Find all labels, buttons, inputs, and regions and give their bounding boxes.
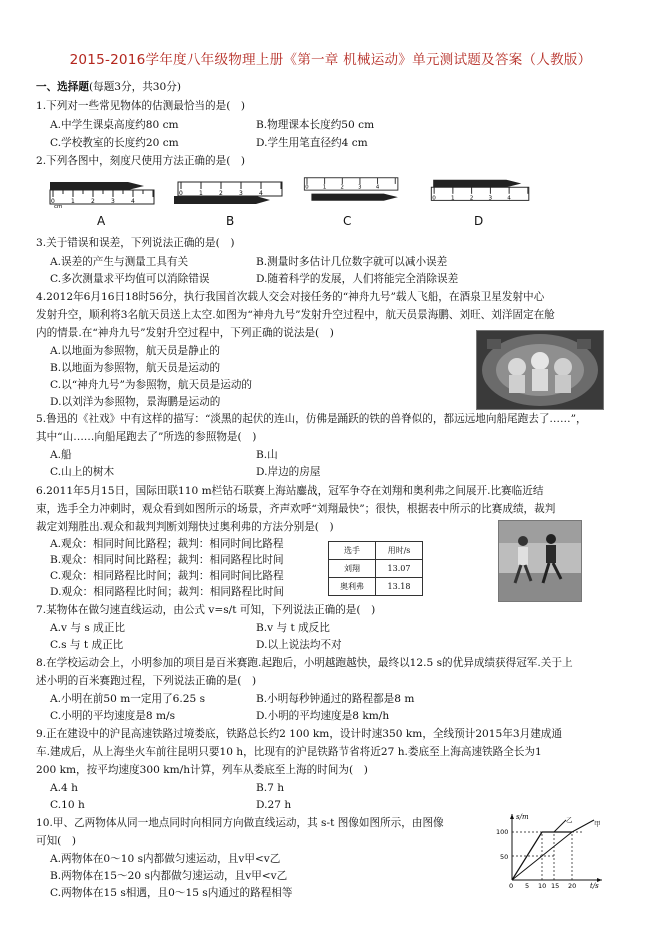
graph-x-label: t/s	[590, 882, 599, 890]
q3-stem: 3.关于错误和误差，下列说法正确的是( )	[36, 237, 235, 249]
q6-line: 束，选手全力冲刺时，观众看到如图所示的场景，齐声欢呼“刘翔最快”；很快，根据表中所示的比赛成绩，裁判	[36, 503, 556, 515]
ruler-label-a: A	[97, 214, 106, 228]
svg-text:3: 3	[488, 195, 493, 202]
svg-text:1: 1	[451, 195, 455, 202]
ruler-tick-label: 2	[91, 198, 95, 205]
q3-option-c: C.多次测量求平均值可以消除错误	[50, 273, 210, 285]
q9-line: 200 km，按平均速度300 km/h计算，列车从娄底至上海的时间为( )	[36, 764, 368, 776]
q1-option-c: C.学校教室的长度约20 cm	[50, 137, 179, 149]
q9-line: 车.建成后，从上海坐火车前往昆明只要10 h，比现有的沪昆铁路节省将近27 h.娄底至上海高速铁路全长为1	[36, 746, 542, 758]
q4-option-d: D.以刘洋为参照物，景海鹏是运动的	[50, 396, 221, 408]
svg-text:1: 1	[322, 184, 327, 191]
svg-text:0: 0	[305, 184, 309, 191]
ruler-tick-label: 3	[111, 198, 115, 205]
svg-text:2: 2	[469, 195, 474, 202]
q4-line: 内的情景.在“神舟九号”发射升空过程中，下列正确的说法是( )	[36, 327, 334, 339]
graph-y-tick: 100	[496, 828, 509, 836]
pencil-shape	[311, 194, 397, 201]
svg-text:0: 0	[432, 195, 436, 202]
q1-option-a: A.中学生课桌高度约80 cm	[50, 119, 179, 131]
ruler-label-d: D	[474, 214, 484, 228]
svg-text:3: 3	[358, 184, 362, 191]
graph-y-tick: 50	[500, 853, 509, 861]
q4-option-a: A.以地面为参照物，航天员是静止的	[50, 345, 220, 357]
q8-option-d: D.小明的平均速度是8 km/h	[256, 710, 390, 722]
graph-x-tick: 20	[568, 882, 577, 890]
q5-option-d: D.岸边的房屋	[256, 466, 321, 478]
section-label: 一、选择题	[36, 81, 89, 93]
q6-option-d: D.观众：相同路程比时间；裁判：相同路程比时间	[50, 586, 284, 598]
q9-option-a: A.4 h	[50, 782, 78, 794]
q7-option-c: C.s 与 t 成正比	[50, 639, 124, 651]
q3-option-d: D.随着科学的发展，人们将能完全消除误差	[256, 273, 459, 285]
spacecraft-cabin-photo	[476, 330, 604, 410]
q10-option-b: B.两物体在15～20 s内都做匀速运动，且v甲<v乙	[50, 870, 288, 882]
q4-line: 4.2012年6月16日18时56分，执行我国首次载人交会对接任务的“神舟九号”载人飞船，在酒泉卫星发射中心	[36, 291, 545, 303]
q6-option-a: A.观众：相同时间比路程；裁判：相同时间比路程	[50, 538, 284, 550]
ruler-tick-label: 4	[131, 198, 135, 205]
table-cell: 刘翔	[329, 560, 376, 578]
q4-line: 发射升空，顺利将3名航天员送上太空.如图为“神舟九号”发射升空过程中，航天员景海鹏、刘旺、刘洋固定在舱	[36, 309, 555, 321]
q6-results-table	[328, 541, 423, 596]
q3-option-b: B.测量时多估计几位数字就可以减小误差	[256, 256, 448, 268]
q5-option-c: C.山上的树木	[50, 466, 115, 478]
table-header-cell: 选手	[329, 542, 376, 560]
section-note: (每题3分，共30分)	[88, 81, 182, 93]
svg-text:2: 2	[340, 184, 344, 191]
graph-jia-label: 甲	[594, 820, 601, 828]
q8-option-b: B.小明每秒钟通过的路程都是8 m	[256, 693, 415, 705]
svg-text:4: 4	[259, 190, 263, 197]
q6-option-c: C.观众：相同路程比时间；裁判：相同时间比路程	[50, 570, 284, 582]
ruler-tick-label: 0	[51, 198, 55, 205]
q10-line: 10.甲、乙两物体从同一地点同时向相同方向做直线运动，其 s-t 图像如图所示，由图像	[36, 817, 444, 829]
q7-option-d: D.以上说法均不对	[256, 639, 342, 651]
q2-stem: 2.下列各图中，刻度尺使用方法正确的是( )	[36, 155, 246, 167]
line-jia-flat	[572, 820, 594, 832]
pencil-shape	[433, 180, 521, 188]
graph-x-tick: 15	[551, 882, 560, 890]
q9-option-d: D.27 h	[256, 799, 292, 811]
ruler-label-b: B	[226, 214, 235, 228]
q10-option-c: C.两物体在15 s相遇，且0～15 s内通过的路程相等	[50, 887, 293, 899]
q1-option-d: D.学生用笔直径约4 cm	[256, 137, 368, 149]
table-row	[329, 578, 423, 596]
q5-line: 其中“山……向船尾跑去了”所选的参照物是( )	[36, 431, 257, 443]
q6-line: 6.2011年5月15日，国际田联110 m栏钻石联赛上海站鏖战，冠军争夺在刘翔和奥利弗之间展开.比赛临近结	[36, 485, 544, 497]
pencil-shape	[50, 182, 144, 190]
svg-text:0: 0	[179, 190, 183, 197]
q8-line: 述小明的百米赛跑过程，下列说法正确的是( )	[36, 675, 257, 687]
q9-option-b: B.7 h	[256, 782, 285, 794]
graph-yi-label: 乙	[566, 816, 573, 824]
graph-x-tick: 5	[525, 882, 530, 890]
q10-option-a: A.两物体在0～10 s内都做匀速运动，且v甲<v乙	[50, 853, 281, 865]
q6-line: 裁定刘翔胜出.观众和裁判判断刘翔快过奥利弗的方法分别是( )	[36, 521, 334, 533]
svg-text:2: 2	[219, 190, 223, 197]
q4-option-b: B.以地面为参照物，航天员是运动的	[50, 362, 221, 374]
document-title: 2015-2016学年度八年级物理上册《第一章 机械运动》单元测试题及答案（人教版）	[69, 52, 592, 68]
graph-y-label: s/m	[516, 813, 529, 821]
ruler-figure-a	[48, 178, 158, 208]
svg-text:4: 4	[507, 195, 511, 202]
hurdle-race-photo	[498, 520, 582, 602]
ruler-label-c: C	[343, 214, 352, 228]
q3-option-a: A.误差的产生与测量工具有关	[50, 256, 189, 268]
table-header-cell: 用时/s	[376, 542, 423, 560]
q5-option-b: B.山	[256, 449, 278, 461]
q9-option-c: C.10 h	[50, 799, 85, 811]
ruler-figure-c	[296, 176, 408, 206]
q5-option-a: A.船	[50, 449, 72, 461]
q6-option-b: B.观众：相同时间比路程；裁判：相同路程比时间	[50, 554, 284, 566]
table-row	[329, 560, 423, 578]
q8-line: 8.在学校运动会上，小明参加的项目是百米赛跑.起跑后，小明越跑越快，最终以12.5 s的优异成绩获得冠军.关于上	[36, 657, 573, 669]
ruler-tick-label: 1	[71, 198, 75, 205]
table-cell: 13.18	[376, 578, 423, 596]
q8-option-a: A.小明在前50 m一定用了6.25 s	[50, 693, 206, 705]
table-header-row	[329, 542, 423, 560]
ruler-unit: cm	[54, 204, 63, 208]
svg-text:1: 1	[199, 190, 203, 197]
ruler-figure-b	[172, 178, 284, 208]
q1-option-b: B.物理课本长度约50 cm	[256, 119, 375, 131]
ruler-figure-d	[426, 176, 536, 206]
table-cell: 13.07	[376, 560, 423, 578]
q7-stem: 7.某物体在做匀速直线运动，由公式 v=s/t 可知，下列说法正确的是( )	[36, 604, 376, 616]
q7-option-a: A.v 与 s 成正比	[50, 622, 125, 634]
q9-line: 9.正在建设中的沪昆高速铁路过境娄底，铁路总长约2 100 km，设计时速350 km，全线预计2015年3月建成通	[36, 728, 562, 740]
table-cell: 奥利弗	[329, 578, 376, 596]
q8-option-c: C.小明的平均速度是8 m/s	[50, 710, 176, 722]
q4-option-c: C.以“神舟九号”为参照物，航天员是运动的	[50, 379, 253, 391]
s-t-graph	[494, 810, 606, 890]
svg-text:3: 3	[239, 190, 243, 197]
q5-line: 5.鲁迅的《社戏》中有这样的描写：“淡黑的起伏的连山，仿佛是踊跃的铁的兽脊似的，都远远地向船尾跑去了……”，	[36, 413, 587, 425]
pencil-shape	[174, 196, 270, 204]
q10-line: 可知( )	[36, 835, 77, 847]
graph-x-tick: 10	[538, 882, 547, 890]
svg-text:4: 4	[375, 184, 380, 191]
q1-stem: 1.下列对一些常见物体的估测最恰当的是( )	[36, 100, 246, 112]
section-heading	[36, 80, 181, 95]
q7-option-b: B.v 与 t 成反比	[256, 622, 330, 634]
graph-x-tick: 0	[509, 882, 514, 890]
